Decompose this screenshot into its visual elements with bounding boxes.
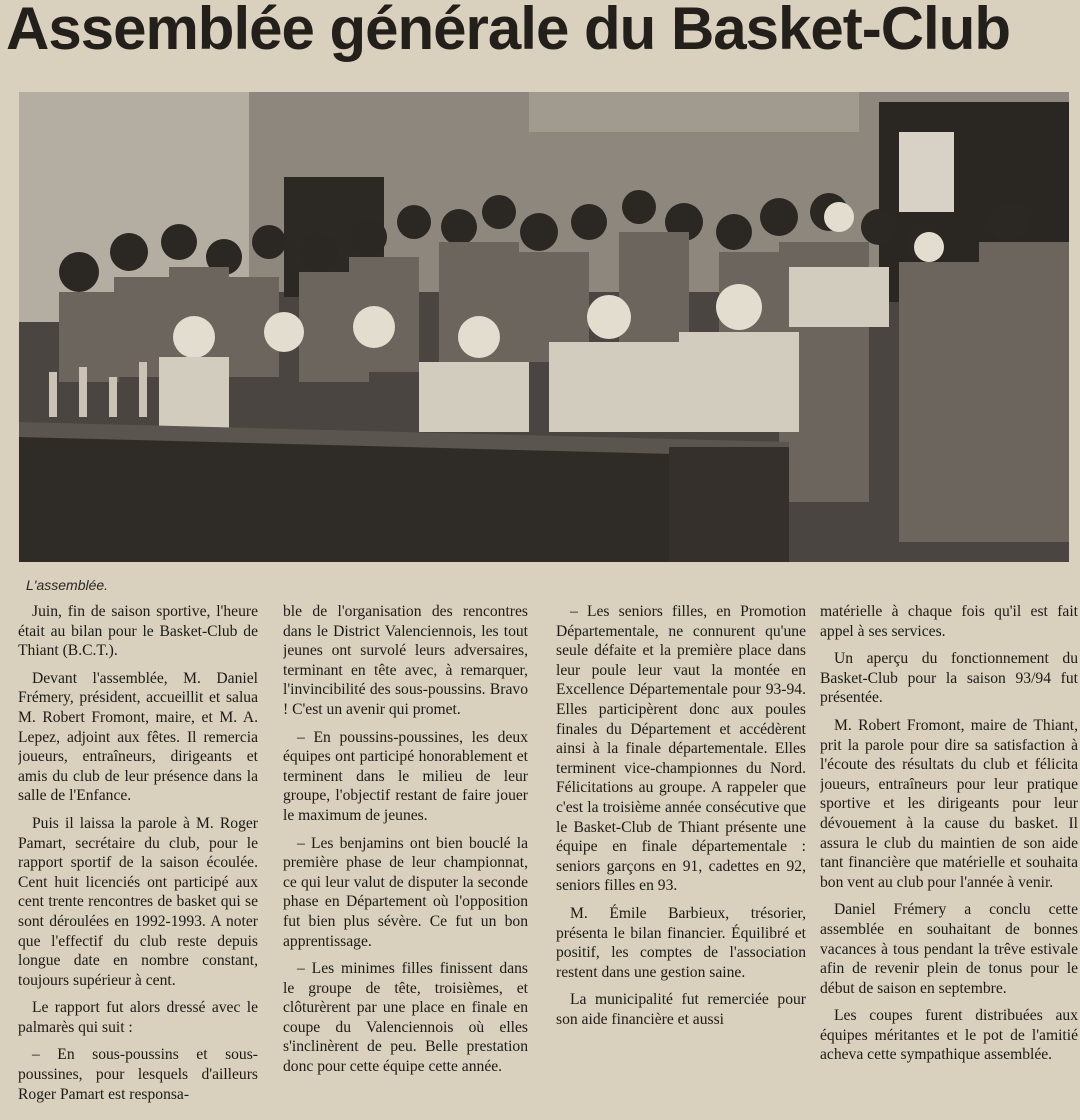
paragraph: La municipalité fut remerciée pour son aide financière et aussi	[556, 991, 806, 1028]
article-column-2	[283, 602, 528, 1120]
article-column-4	[820, 602, 1078, 1120]
article-column-3	[556, 602, 806, 1120]
paragraph: M. Robert Fromont, maire de Thiant, prit la parole pour dire sa satisfaction à l'écoute des résultats du club et félicita joueurs, entraîneurs pour leur pratique sportive et les dirigeants pour leur dévouement à la cause du basket. Il assura le club du maintien de son aide tant financière que matérielle et souhaita bon vent au club pour l'année à venir.	[820, 716, 1078, 891]
paragraph: Le rapport fut alors dressé avec le palmarès qui suit :	[18, 999, 258, 1036]
paragraph: – Les seniors filles, en Promotion Départementale, ne connurent qu'une seule défaite et la première place dans leur poule leur vaut la montée en Excellence Départementale pour 93-94. Elles participèrent donc aux poules finales du Département et accédèrent ainsi à la finale départementale. Elles terminent vice-championnes du Nord. Félicitations au groupe. A rappeler que c'est la troisième année consécutive que le Basket-Club de Thiant présente une équipe en finale départementale : seniors garçons en 91, cadettes en 92, seniors filles en 93.	[556, 603, 806, 895]
photo-caption: L'assemblée.	[26, 577, 109, 593]
paragraph: – En sous-poussins et sous-poussines, pour lesquels d'ailleurs Roger Pamart est responsa-	[18, 1046, 258, 1103]
paragraph: – Les benjamins ont bien bouclé la première phase de leur championnat, ce qui leur valut de disputer la seconde phase en Département où l'opposition fut bien plus sévère. Ce fut un bon apprentissage.	[283, 834, 528, 950]
paragraph: matérielle à chaque fois qu'il est fait appel à ses services.	[820, 603, 1078, 640]
group-photo-icon	[19, 92, 1069, 562]
article-column-1	[18, 602, 258, 1120]
paragraph: Devant l'assemblée, M. Daniel Frémery, président, accueillit et salua M. Robert Fromont, maire, et M. A. Lepez, adjoint aux fêtes. Il remercia joueurs, entraîneurs, dirigeants et amis du club de leur présence dans la salle de l'Enfance.	[18, 669, 258, 805]
paragraph: – Les minimes filles finissent dans le groupe de tête, troisièmes, et clôturèrent par une place en finale en coupe du Valenciennois où elles s'inclinèrent de peu. Belle prestation donc pour cette équipe cette année.	[283, 960, 528, 1076]
paragraph: Les coupes furent distribuées aux équipes méritantes et le pot de l'amitié acheva cette sympathique assemblée.	[820, 1007, 1078, 1064]
group-photo	[19, 92, 1069, 562]
paragraph: Juin, fin de saison sportive, l'heure était au bilan pour le Basket-Club de Thiant (B.C.T.).	[18, 603, 258, 660]
paragraph: – En poussins-poussines, les deux équipes ont participé honorablement et terminent dans le milieu de leur groupe, l'objectif restant de faire jouer le maximum de jeunes.	[283, 728, 528, 824]
paragraph: Puis il laissa la parole à M. Roger Pamart, secrétaire du club, pour le rapport sportif de la saison écoulée. Cent huit licenciés ont participé aux cent trente rencontres de basket qui se sont déroulées en 1992-1993. A noter que l'effectif du club reste depuis longue date en nombre constant, toujours supérieur à cent.	[18, 814, 258, 989]
headline: Assemblée générale du Basket-Club	[6, 0, 1011, 62]
paragraph: M. Émile Barbieux, trésorier, présenta le bilan financier. Équilibré et positif, les comptes de l'association restent dans une gestion saine.	[556, 904, 806, 981]
paragraph: Daniel Frémery a conclu cette assemblée en souhaitant de bonnes vacances à tous pendant la trêve estivale afin de revenir plein de tonus pour le début de saison en septembre.	[820, 901, 1078, 997]
paragraph: Un aperçu du fonctionnement du Basket-Club pour la saison 93/94 fut présentée.	[820, 650, 1078, 707]
paragraph: ble de l'organisation des rencontres dans le District Valenciennois, les tout jeunes ont survolé leurs adversaires, terminant en tête avec, à remarquer, l'invincibilité des sous-poussins. Bravo ! C'est un avenir qui promet.	[283, 603, 528, 718]
